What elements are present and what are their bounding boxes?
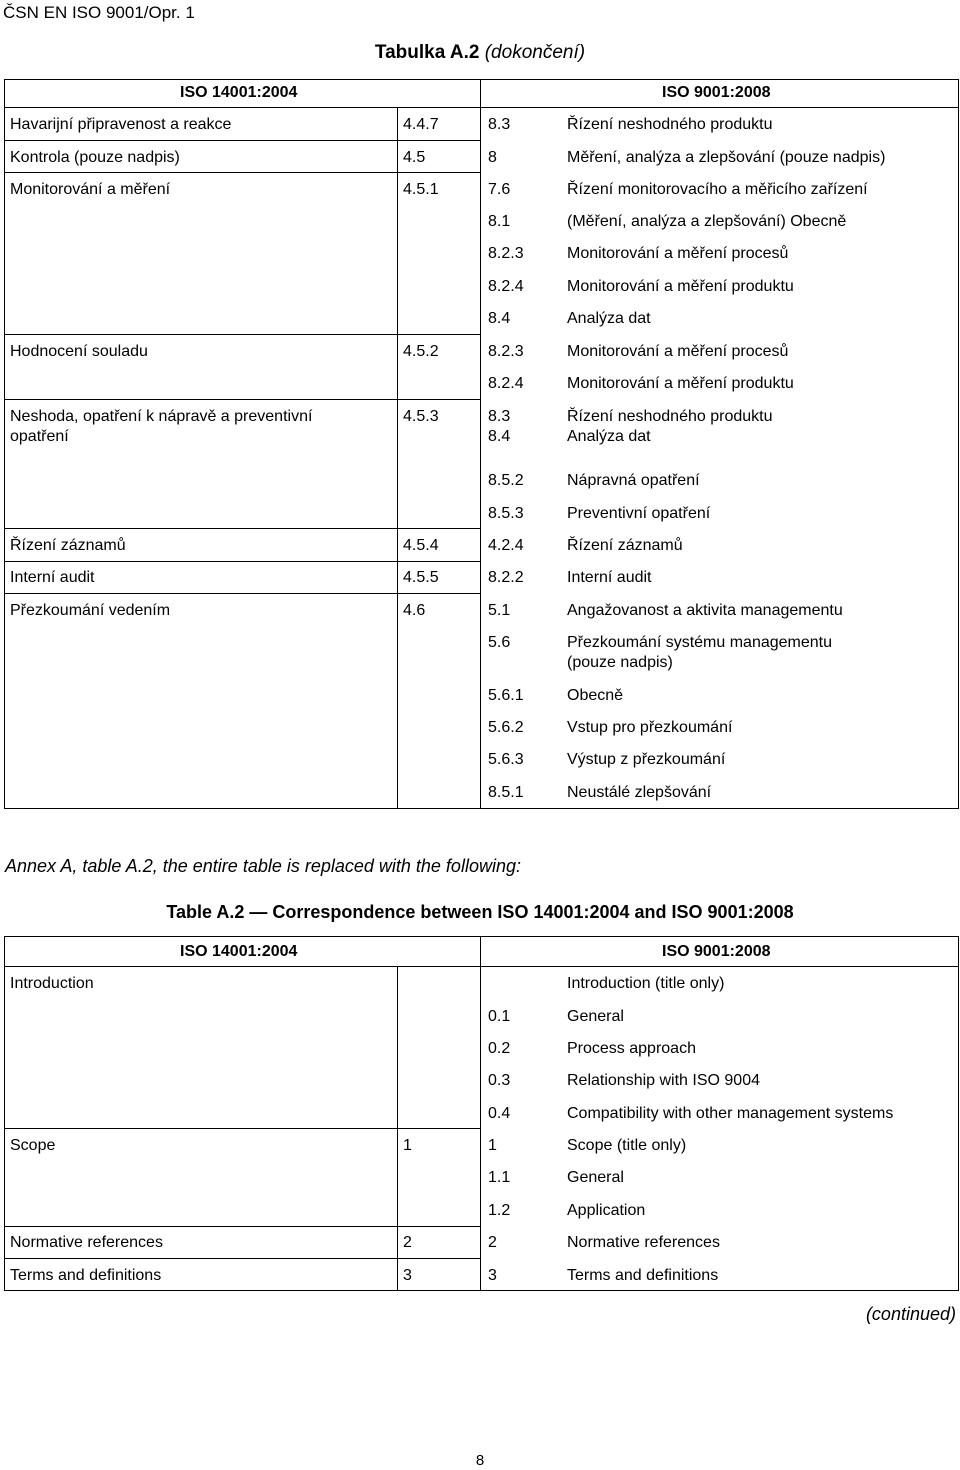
row-divider	[4, 140, 480, 141]
table-cell: 8.3	[488, 408, 511, 425]
table1-caption-suffix: (dokončení)	[479, 42, 586, 63]
table-cell: 4.5	[403, 149, 426, 166]
table-cell: Normative references	[567, 1234, 720, 1251]
annex-note: Annex A, table A.2, the entire table is replaced with the following:	[5, 856, 521, 876]
table-cell: Monitorování a měření procesů	[567, 343, 789, 360]
table-cell: Řízení neshodného produktu	[567, 408, 773, 425]
row-divider	[4, 172, 480, 173]
table-cell: 8.2.4	[488, 278, 524, 295]
table-cell: Monitorování a měření	[10, 181, 171, 198]
row-divider	[4, 334, 480, 335]
table-cell: 3	[488, 1267, 497, 1284]
table-cell: Scope	[10, 1137, 56, 1154]
table-cell: Řízení záznamů	[10, 537, 126, 554]
column-header-iso9001: ISO 9001:2008	[662, 943, 771, 960]
column-header-iso14001: ISO 14001:2004	[180, 84, 298, 101]
row-divider	[4, 1128, 480, 1129]
table-cell: 2	[403, 1234, 412, 1251]
table-cell: Neshoda, opatření k nápravě a preventivní	[10, 408, 313, 425]
table-cell: 8	[488, 149, 497, 166]
table-cell: Interní audit	[567, 569, 652, 586]
table-cell: General	[567, 1169, 624, 1186]
table-cell: Relationship with ISO 9004	[567, 1072, 760, 1089]
table-cell: (pouze nadpis)	[567, 654, 673, 671]
table-cell: Výstup z přezkoumání	[567, 751, 726, 768]
table-cell: Neustálé zlepšování	[567, 784, 712, 801]
table-cell: 2	[488, 1234, 497, 1251]
table-cell: Analýza dat	[567, 310, 651, 327]
table-cell: 5.6.2	[488, 719, 524, 736]
table-cell: Monitorování a měření produktu	[567, 375, 794, 392]
table-cell: 4.5.2	[403, 343, 439, 360]
table-cell: 4.4.7	[403, 116, 439, 133]
table-cell: 8.5.1	[488, 784, 524, 801]
table-cell: 5.6	[488, 634, 511, 651]
table2-caption: Table A.2 — Correspondence between ISO 14001:2004 and ISO 9001:2008	[166, 902, 794, 922]
column-divider	[397, 107, 398, 809]
table-cell: Havarijní připravenost a reakce	[10, 116, 232, 133]
table-cell: Application	[567, 1202, 646, 1219]
table-cell: Nápravná opatření	[567, 472, 700, 489]
table-cell: 1	[403, 1137, 412, 1154]
column-header-iso9001: ISO 9001:2008	[662, 84, 771, 101]
table-cell: 7.6	[488, 181, 511, 198]
table-cell: Řízení monitorovacího a měřicího zařízení	[567, 181, 868, 198]
table-cell: 3	[403, 1267, 412, 1284]
table-cell: 0.1	[488, 1008, 511, 1025]
table-cell: General	[567, 1008, 624, 1025]
table-cell: 8.2.4	[488, 375, 524, 392]
table-cell: 8.2.2	[488, 569, 524, 586]
table-cell: Preventivní opatření	[567, 505, 711, 522]
table-cell: 8.5.3	[488, 505, 524, 522]
table-cell: Terms and definitions	[10, 1267, 162, 1284]
table-cell: opatření	[10, 428, 69, 445]
table-cell: Obecně	[567, 687, 624, 704]
table-cell: 0.3	[488, 1072, 511, 1089]
table-cell: 8.4	[488, 310, 511, 327]
header-divider	[4, 107, 959, 108]
table-cell: 8.3	[488, 116, 511, 133]
table-cell: 0.2	[488, 1040, 511, 1057]
table-cell: Monitorování a měření produktu	[567, 278, 794, 295]
header-divider	[4, 966, 959, 967]
table-cell: Analýza dat	[567, 428, 651, 445]
table-cell: Přezkoumání vedením	[10, 602, 171, 619]
table-cell: 8.2.3	[488, 343, 524, 360]
table-cell: Měření, analýza a zlepšování (pouze nadpis)	[567, 149, 886, 166]
table-cell: 4.2.4	[488, 537, 524, 554]
table1-caption	[0, 42, 960, 64]
table-cell: 1	[488, 1137, 497, 1154]
column-header-iso14001: ISO 14001:2004	[180, 943, 298, 960]
table-cell: 8.2.3	[488, 245, 524, 262]
table-cell: 1.1	[488, 1169, 511, 1186]
page-number: 8	[475, 1452, 485, 1469]
row-divider	[4, 1258, 480, 1259]
table-cell: Hodnocení souladu	[10, 343, 148, 360]
table-cell: (Měření, analýza a zlepšování) Obecně	[567, 213, 847, 230]
column-divider	[480, 79, 481, 809]
table-cell: Kontrola (pouze nadpis)	[10, 149, 180, 166]
table-cell: 1.2	[488, 1202, 511, 1219]
table-cell: 8.1	[488, 213, 511, 230]
row-divider	[4, 528, 480, 529]
row-divider	[4, 1226, 480, 1227]
table-cell: Scope (title only)	[567, 1137, 687, 1154]
table-cell: 8.4	[488, 428, 511, 445]
table-cell: 4.5.4	[403, 537, 439, 554]
table-cell: Interní audit	[10, 569, 95, 586]
table-cell: Přezkoumání systému managementu	[567, 634, 833, 651]
table1-caption-label: Tabulka A.2	[374, 42, 480, 63]
table-cell: Normative references	[10, 1234, 163, 1251]
column-divider	[480, 936, 481, 1291]
table-cell: Angažovanost a aktivita managementu	[567, 602, 843, 619]
continued-note: (continued)	[865, 1304, 956, 1324]
table-cell: Process approach	[567, 1040, 696, 1057]
row-divider	[4, 561, 480, 562]
table-cell: 4.6	[403, 602, 426, 619]
table-cell: 0.4	[488, 1105, 511, 1122]
row-divider	[4, 399, 480, 400]
table-cell: 8.5.2	[488, 472, 524, 489]
table-cell: 4.5.1	[403, 181, 439, 198]
table-cell: 5.6.3	[488, 751, 524, 768]
table-cell: 4.5.5	[403, 569, 439, 586]
table-cell: Řízení neshodného produktu	[567, 116, 773, 133]
table-cell: Vstup pro přezkoumání	[567, 719, 733, 736]
row-divider	[4, 593, 480, 594]
table-cell: 5.6.1	[488, 687, 524, 704]
table-cell: Řízení záznamů	[567, 537, 683, 554]
table-cell: 5.1	[488, 602, 511, 619]
table-cell: Compatibility with other management systems	[567, 1105, 894, 1122]
table-cell: Monitorování a měření procesů	[567, 245, 789, 262]
table-cell: Terms and definitions	[567, 1267, 719, 1284]
table-cell: Introduction (title only)	[567, 975, 725, 992]
document-id: ČSN EN ISO 9001/Opr. 1	[3, 3, 195, 22]
table-cell: Introduction	[10, 975, 94, 992]
table-cell: 4.5.3	[403, 408, 439, 425]
